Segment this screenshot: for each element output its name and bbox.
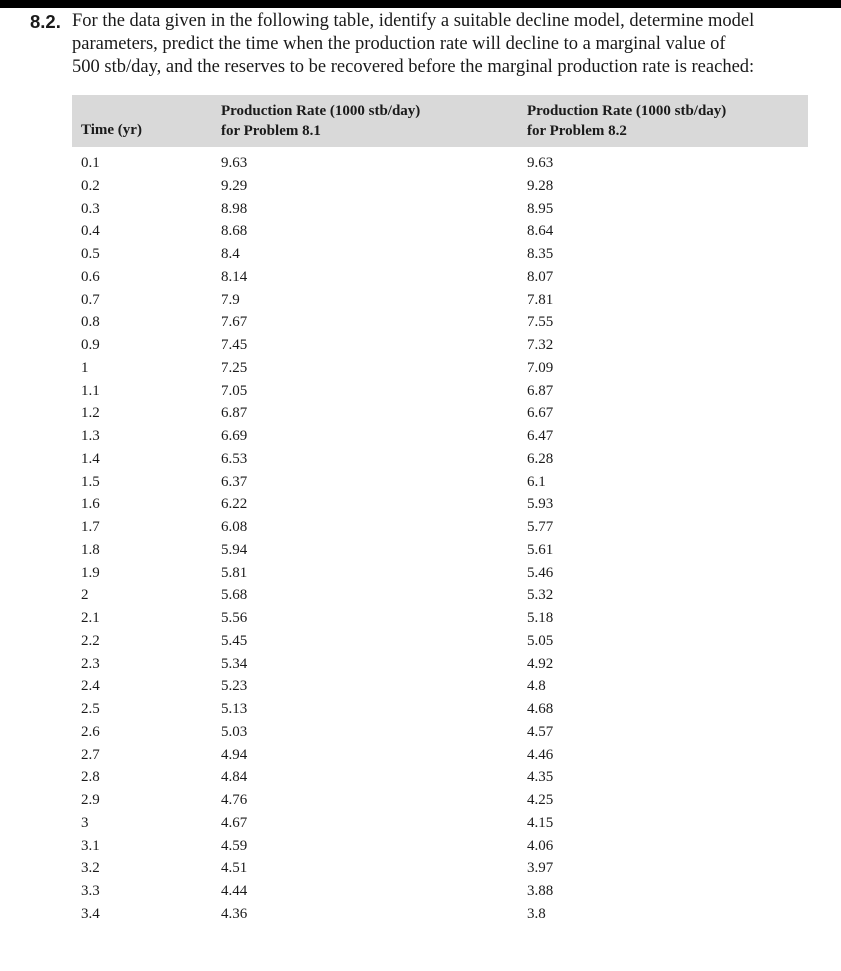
- table-row: [72, 607, 808, 630]
- cell-problem-8-2: 7.32: [527, 337, 554, 353]
- cell-problem-8-1: 4.67: [221, 814, 248, 831]
- cell-problem-8-1: 6.53: [221, 450, 248, 467]
- cell-time: 0.9: [81, 337, 100, 353]
- cell-problem-8-1: 8.68: [221, 223, 248, 240]
- cell-time: 1.4: [81, 450, 100, 467]
- cell-problem-8-1: 5.56: [221, 610, 248, 626]
- table-row: [72, 357, 808, 380]
- problem-text-line-3: 500 stb/day, and the reserves to be recovered before the marginal production rate is reached:: [72, 57, 755, 77]
- table-header: [72, 95, 808, 147]
- cell-problem-8-1: 4.76: [221, 792, 248, 808]
- cell-problem-8-1: 4.94: [221, 746, 248, 763]
- table-row: [72, 857, 808, 880]
- table-row: [72, 402, 808, 425]
- cell-problem-8-2: 4.46: [527, 746, 554, 763]
- table-row: [72, 175, 808, 198]
- cell-problem-8-2: 4.57: [527, 723, 554, 740]
- problem-number: 8.2.: [30, 11, 61, 32]
- cell-problem-8-1: 5.68: [221, 587, 248, 604]
- cell-time: 3.3: [81, 883, 100, 899]
- table-row: [72, 675, 808, 698]
- cell-time: 1.8: [81, 541, 100, 558]
- cell-problem-8-2: 3.97: [527, 860, 554, 877]
- cell-time: 2.9: [81, 792, 100, 808]
- cell-problem-8-2: 4.15: [527, 814, 554, 831]
- cell-problem-8-2: 9.63: [527, 155, 554, 171]
- cell-problem-8-2: 7.09: [527, 359, 554, 376]
- cell-time: 1.5: [81, 473, 100, 490]
- cell-problem-8-1: 6.37: [221, 473, 248, 490]
- cell-time: 2.3: [81, 655, 100, 672]
- top-border: [0, 0, 841, 8]
- cell-time: 0.8: [81, 314, 100, 331]
- cell-problem-8-2: 7.81: [527, 291, 554, 308]
- cell-problem-8-2: 3.8: [527, 905, 546, 922]
- cell-time: 1.7: [81, 519, 100, 535]
- cell-time: 0.6: [81, 268, 100, 285]
- cell-time: 1.9: [81, 564, 100, 581]
- cell-problem-8-1: 9.63: [221, 155, 248, 171]
- table-row: [72, 698, 808, 721]
- cell-time: 1.6: [81, 496, 100, 513]
- problem-text-line-1: For the data given in the following table, identify a suitable decline model, determine model: [72, 11, 755, 31]
- cell-problem-8-2: 6.67: [527, 405, 554, 422]
- cell-problem-8-2: 6.47: [527, 428, 554, 444]
- header-time: Time (yr): [81, 122, 142, 138]
- cell-time: 0.4: [81, 223, 100, 240]
- table-row: [72, 630, 808, 653]
- cell-problem-8-1: 5.45: [221, 632, 248, 649]
- cell-time: 1.2: [81, 405, 100, 422]
- table-row: [72, 880, 808, 903]
- cell-problem-8-1: 5.81: [221, 564, 248, 581]
- cell-time: 1.3: [81, 428, 100, 444]
- cell-problem-8-1: 6.22: [221, 496, 248, 513]
- cell-time: 2.2: [81, 632, 100, 649]
- table-row: [72, 766, 808, 789]
- table-row: [72, 471, 808, 494]
- cell-problem-8-2: 4.06: [527, 837, 554, 854]
- cell-problem-8-1: 4.36: [221, 905, 248, 922]
- cell-time: 0.7: [81, 291, 100, 308]
- cell-problem-8-2: 4.8: [527, 678, 546, 695]
- table-body: [72, 152, 808, 926]
- cell-time: 3.4: [81, 905, 100, 922]
- table-row: [72, 448, 808, 471]
- table-row: [72, 721, 808, 744]
- cell-problem-8-1: 7.9: [221, 291, 240, 308]
- cell-problem-8-2: 5.18: [527, 610, 554, 626]
- cell-problem-8-1: 7.05: [221, 382, 248, 399]
- cell-problem-8-1: 5.94: [221, 541, 248, 558]
- table-row: [72, 812, 808, 835]
- cell-problem-8-1: 6.08: [221, 519, 248, 535]
- cell-problem-8-1: 5.23: [221, 678, 248, 695]
- cell-problem-8-1: 7.67: [221, 314, 248, 331]
- cell-time: 2.6: [81, 723, 100, 740]
- table-row: [72, 562, 808, 585]
- cell-problem-8-2: 8.64: [527, 223, 554, 240]
- cell-problem-8-1: 7.25: [221, 359, 248, 376]
- header-problem-8-2-line-2: for Problem 8.2: [527, 123, 627, 139]
- cell-problem-8-2: 8.07: [527, 268, 554, 285]
- cell-problem-8-1: 4.59: [221, 837, 248, 854]
- data-table: [72, 95, 808, 926]
- cell-problem-8-1: 8.14: [221, 268, 248, 285]
- cell-problem-8-1: 4.44: [221, 883, 248, 899]
- cell-problem-8-1: 8.98: [221, 200, 248, 217]
- problem-text-line-2: parameters, predict the time when the production rate will decline to a marginal value of: [72, 34, 726, 54]
- cell-problem-8-1: 6.87: [221, 405, 248, 422]
- header-problem-8-2: [527, 101, 726, 141]
- cell-time: 1.1: [81, 382, 100, 399]
- cell-problem-8-2: 8.35: [527, 246, 554, 262]
- table-row: [72, 744, 808, 767]
- problem-statement: [30, 10, 810, 79]
- table-row: [72, 789, 808, 812]
- cell-problem-8-1: 9.29: [221, 177, 248, 194]
- cell-problem-8-1: 4.84: [221, 769, 248, 786]
- header-problem-8-1-line-1: Production Rate (1000 stb/day): [221, 103, 421, 119]
- cell-time: 0.1: [81, 155, 100, 171]
- cell-time: 0.2: [81, 177, 100, 194]
- cell-problem-8-2: 6.28: [527, 450, 554, 467]
- table-row: [72, 289, 808, 312]
- table-row: [72, 425, 808, 448]
- cell-problem-8-2: 5.93: [527, 496, 554, 513]
- table-row: [72, 266, 808, 289]
- cell-problem-8-2: 7.55: [527, 314, 554, 331]
- table-row: [72, 493, 808, 516]
- cell-problem-8-1: 7.45: [221, 337, 248, 353]
- header-problem-8-2-line-1: Production Rate (1000 stb/day): [527, 103, 727, 119]
- cell-time: 3.2: [81, 860, 100, 877]
- table-row: [72, 152, 808, 175]
- cell-problem-8-2: 9.28: [527, 177, 554, 194]
- header-problem-8-1: [221, 101, 420, 141]
- table-row: [72, 653, 808, 676]
- cell-problem-8-2: 5.32: [527, 587, 554, 604]
- cell-problem-8-2: 4.68: [527, 701, 554, 717]
- table-row: [72, 903, 808, 926]
- table-row: [72, 516, 808, 539]
- cell-problem-8-2: 6.1: [527, 473, 546, 490]
- cell-problem-8-2: 6.87: [527, 382, 554, 399]
- cell-time: 2.4: [81, 678, 100, 695]
- cell-time: 1: [81, 359, 89, 376]
- cell-time: 3.1: [81, 837, 100, 854]
- cell-problem-8-1: 8.4: [221, 246, 240, 262]
- table-row: [72, 243, 808, 266]
- table-row: [72, 539, 808, 562]
- cell-problem-8-2: 3.88: [527, 883, 554, 899]
- cell-time: 3: [81, 814, 89, 831]
- cell-problem-8-1: 5.03: [221, 723, 248, 740]
- table-row: [72, 380, 808, 403]
- cell-problem-8-1: 4.51: [221, 860, 248, 877]
- cell-problem-8-1: 6.69: [221, 428, 248, 444]
- table-row: [72, 220, 808, 243]
- cell-time: 2.1: [81, 610, 100, 626]
- cell-problem-8-2: 4.25: [527, 792, 554, 808]
- header-problem-8-1-line-2: for Problem 8.1: [221, 123, 321, 139]
- cell-time: 0.5: [81, 246, 100, 262]
- cell-time: 2.8: [81, 769, 100, 786]
- cell-time: 2.7: [81, 746, 100, 763]
- table-row: [72, 835, 808, 858]
- cell-problem-8-2: 5.05: [527, 632, 554, 649]
- cell-problem-8-2: 5.61: [527, 541, 554, 558]
- table-row: [72, 334, 808, 357]
- cell-problem-8-2: 5.77: [527, 519, 554, 535]
- cell-problem-8-2: 5.46: [527, 564, 554, 581]
- table-row: [72, 311, 808, 334]
- table-row: [72, 198, 808, 221]
- cell-problem-8-2: 8.95: [527, 200, 554, 217]
- cell-problem-8-1: 5.13: [221, 701, 248, 717]
- cell-time: 2.5: [81, 701, 100, 717]
- cell-time: 2: [81, 587, 89, 604]
- cell-problem-8-1: 5.34: [221, 655, 248, 672]
- cell-problem-8-2: 4.35: [527, 769, 554, 786]
- table-row: [72, 584, 808, 607]
- cell-problem-8-2: 4.92: [527, 655, 554, 672]
- cell-time: 0.3: [81, 200, 100, 217]
